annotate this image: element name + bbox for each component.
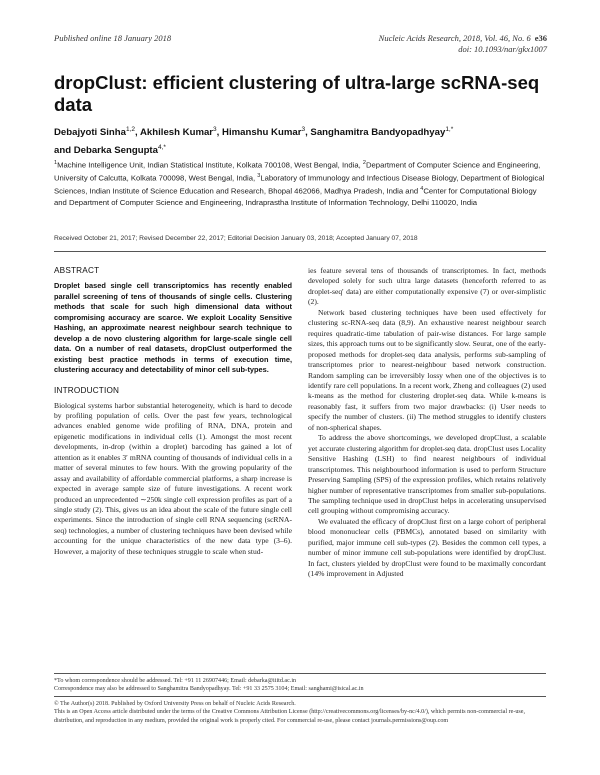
- intro-paragraph-3: To address the above shortcomings, we developed dropClust, a scalable yet accurate clustering algorithm for droplet-seq data. dropClust uses Locality Sensitive Hashing (LSH) to find nearest neighbours of individual transcriptomes. This neighbourhood information is used to perform Structure Preserving Sampling (SPS) of the expression profiles, which retains relatively higher number of representative transcriptomes from smaller sub-populations. The sampling technique used in dropClust helps in accelerating unsupervised cell grouping without compromising accuracy.: [308, 433, 546, 516]
- introduction-heading: INTRODUCTION: [54, 385, 120, 395]
- intro-paragraph-4: We evaluated the efficacy of dropClust first on a large cohort of peripheral blood mononuclear cells (PBMCs), annotated based on similarity with purified, major immune cell sub-types (2). Besides the common cell types, a number of minor immune cell sub-populations were identified by dropClust. In fact, clusters yielded by dropClust were found to be maximally concordant (14% improvement in Adjusted: [308, 516, 546, 579]
- author-list: [54, 122, 554, 158]
- author: Akhilesh Kumar$^3$,: [140, 126, 223, 139]
- intro-paragraph-1: Biological systems harbor substantial heterogeneity, which is hard to decode by profiling population of cells. Over the past few years, technological advances enabled genome wide profiling of RNA, DNA, protein and epigenetic modifications in individual cells (1). Amongst the most recent developments, in-drop (within a droplet) barcoding has gained a lot of attention as it enables 3′ mRNA counting of thousands of individual cells in a matter of several minutes to few hours. With the growing popularity of the assay and availability of affordable commercial platforms, a sharp increase is expected in average sample size of future investigations. A recent work produced an unprecedented ∼250k single cell expression profiles as part of a single study (2). This, gives us an idea about the scale of the future single cell experiments. Since the introduction of single cell RNA sequencing (scRNA-seq) technologies, a number of clustering techniques have been devised while accounting for the unique characteristics of the new data type (3–6). However, a majority of these techniques struggle to scale when stud-: [54, 400, 292, 556]
- received-dates: Received October 21, 2017; Revised December 22, 2017; Editorial Decision January 03, 2018; Accepted January 07, 2018: [54, 235, 418, 242]
- author: and Debarka Sengupta$^{4,*}$: [54, 144, 166, 157]
- doi: doi: 10.1093/nar/gkx1007: [458, 44, 547, 54]
- author: Himanshu Kumar$^3$,: [222, 126, 311, 139]
- page-code: e36: [534, 33, 547, 43]
- author: Debajyoti Sinha$^{1,2}$,: [54, 126, 140, 139]
- header-divider: [54, 251, 546, 252]
- journal-header: [379, 33, 547, 55]
- copyright-note: © The Author(s) 2018. Published by Oxford University Press on behalf of Nucleic Acids Research. This is an Open Access article distributed under the terms of the Creative Commons Attribution License (http://creativecommons.org/licenses/by-nc/4.0/), which permits non-commercial re-use, distribution, and reproduction in any medium, provided the original work is properly cited. For commercial re-use, please contact journals.permissions@oup.com: [54, 701, 526, 724]
- published-date: Published online 18 January 2018: [54, 33, 172, 43]
- right-column: [308, 266, 546, 580]
- abstract-heading: ABSTRACT: [54, 266, 100, 275]
- abstract-text: Droplet based single cell transcriptomics has recently enabled parallel screening of tens of thousands of single cells. Clustering methods that scale for such high dimensional data without compromising accuracy are scarce. We exploit Locality Sensitive Hashing, an approximate nearest neighbour search technique to develop a de novo clustering algorithm for large-scale single cell data. On a number of real datasets, dropClust outperformed the existing best practice methods in terms of execution time, clustering accuracy and detectability of minor cell sub-types.: [54, 281, 292, 374]
- intro-paragraph-2: Network based clustering techniques have been used effectively for clustering sc-RNA-seq data (8,9). An exhaustive nearest neighbour search requires quadratic-time tabulation of pair-wise distances. For large sample sizes, this approach turns out to be significantly slow. Seurat, one of the early-proposed methods for droplet-seq data analysis, performs sub-sampling of transcriptomes prior to nearest-neighbour based network construction. Random sampling can be irreversibly lossy when one of the objectives is to identify rare cell populations. In a recent work, Zheng and colleagues (2) used k-means as the method for clustering droplet-seq data. While k-means is reasonably fast, it suffers from two major drawbacks: (i) User needs to specify the number of clusters. (ii) The method struggles to identify clusters of non-spherical shapes.: [308, 307, 546, 432]
- correspondence-note: *To whom correspondence should be addressed. Tel: +91 11 26907446; Email: debarka@iiitd.ac.in Correspondence may also be addressed to Sanghamitra Bandyopadhyay. Tel: +91 33 2575 3104; Email: sanghami@isical.ac.in: [54, 678, 364, 693]
- journal-citation: Nucleic Acids Research, 2018, Vol. 46, No. 6: [378, 33, 531, 43]
- affiliations: $^1$Machine Intelligence Unit, Indian Statistical Institute, Kolkata 700108, West Bengal, India, $^2$Department of Computer Science and Engineering, University of Calcutta, Kolkata 700098, West Bengal, India, $^3$Laboratory of Immunology and Infectious Disease Biology, Department of Biological Sciences, Indian Institute of Science Education and Research, Bhopal 462066, Madhya Pradesh, India and $^4$Center for Computational Biology and Department of Computer Science and Engineering, Indraprastha Institute of Information Technology, Delhi 110020, India: [54, 160, 545, 208]
- author: Sanghamitra Bandyopadhyay$^{1,*}$: [310, 126, 454, 139]
- footnote-divider: [54, 673, 546, 674]
- copyright-divider: [54, 696, 546, 697]
- intro-paragraph-1-continued: ies feature several tens of thousands of transcriptomes. In fact, methods developed solely for such ultra large datasets (henceforth referred to as droplet-seq' data) are either computationally expensive (7) or over-simplistic (2).: [308, 266, 546, 307]
- paper-title: dropClust: efficient clustering of ultra-large scRNA-seq data: [54, 72, 540, 115]
- left-column: [54, 266, 292, 557]
